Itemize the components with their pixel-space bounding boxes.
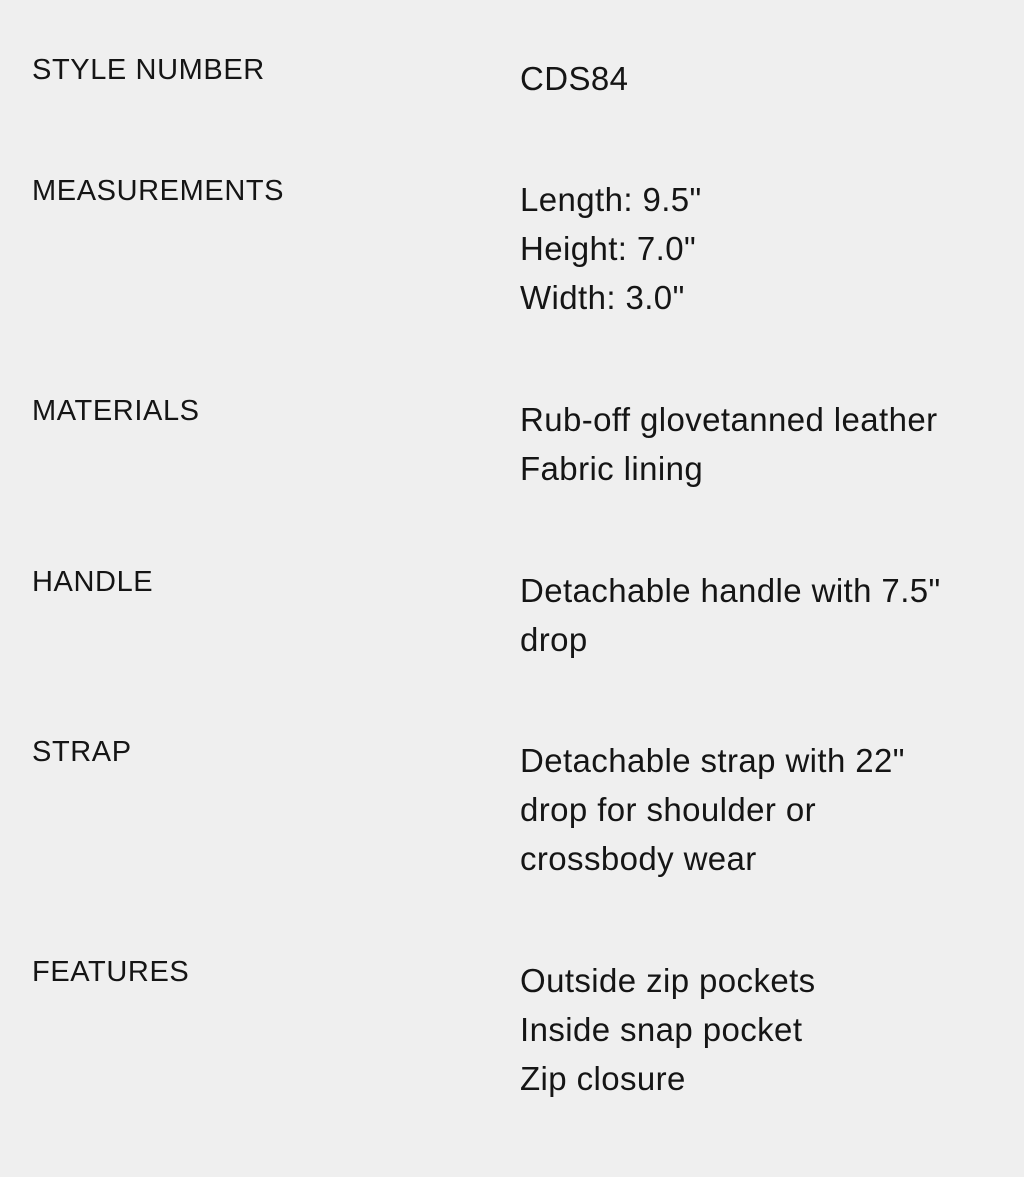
spec-value [520, 956, 1000, 1103]
spec-label: HANDLE [32, 566, 154, 598]
spec-value-line: Detachable handle with 7.5" [520, 572, 941, 609]
spec-value-line: Height: 7.0" [520, 230, 697, 267]
spec-value-line: Detachable strap with 22" [520, 742, 905, 779]
spec-value-line: crossbody wear [520, 840, 757, 877]
spec-value-line: CDS84 [520, 60, 629, 97]
spec-value-line: Zip closure [520, 1060, 686, 1097]
spec-value-line: Inside snap pocket [520, 1011, 803, 1048]
spec-value-line: Rub-off glovetanned leather [520, 401, 938, 438]
spec-value [520, 175, 1000, 322]
spec-value-line: drop for shoulder or [520, 791, 816, 828]
spec-value [520, 395, 1000, 493]
spec-value-line: Fabric lining [520, 450, 704, 487]
spec-value [520, 54, 1000, 103]
spec-label: STYLE NUMBER [32, 54, 265, 86]
spec-value-line: Length: 9.5" [520, 181, 702, 218]
spec-label: FEATURES [32, 956, 190, 988]
spec-value-line: Outside zip pockets [520, 962, 816, 999]
spec-label: MATERIALS [32, 395, 200, 427]
spec-value-line: Width: 3.0" [520, 279, 685, 316]
spec-label: MEASUREMENTS [32, 175, 285, 207]
spec-value [520, 736, 1000, 883]
spec-label: STRAP [32, 736, 132, 768]
spec-value-line: drop [520, 621, 588, 658]
spec-value [520, 566, 1000, 664]
